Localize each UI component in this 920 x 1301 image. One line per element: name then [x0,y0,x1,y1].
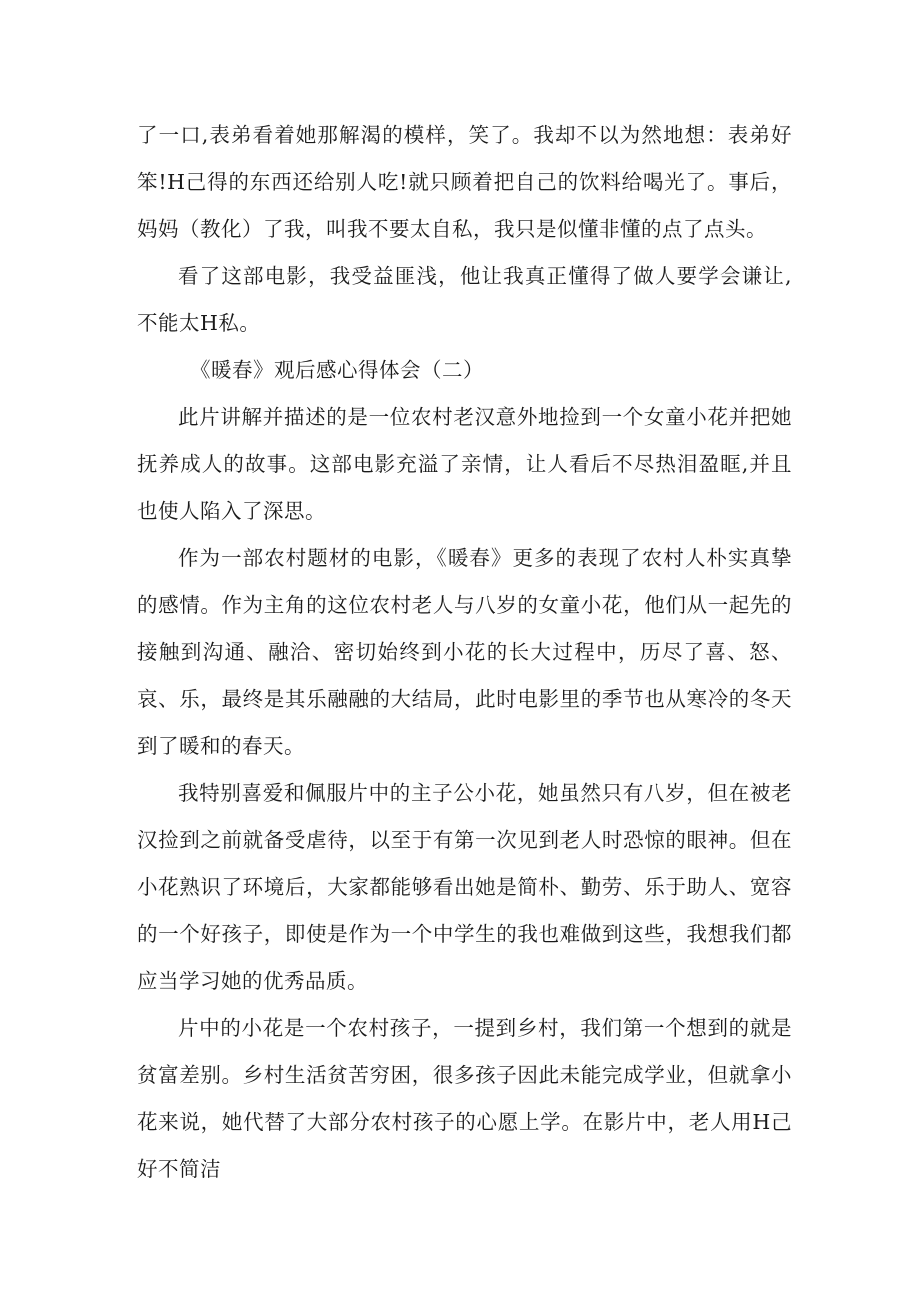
paragraph-synopsis: 此片讲解并描述的是一位农村老汉意外地捡到一个女童小花并把她抚养成人的故事。这部电影充溢了亲情，让人看后不尽热泪盈眶,并且也使人陷入了深思。 [137,405,792,523]
paragraph-conclusion: 看了这部电影，我受益匪浅，他让我真正懂得了做人要学会谦让,不能太H私。 [137,264,792,335]
section-subtitle: 《暖春》观后感心得体会（二） [190,358,484,382]
paragraph-rural-theme: 作为一部农村题材的电影，《暖春》更多的表现了农村人朴实真挚的感情。作为主角的这位农村老人与八岁的女童小花，他们从一起先的接触到沟通、融洽、密切始终到小花的长大过程中，历尽了喜、怒、哀、乐，最终是其乐融融的大结局，此时电影里的季节也从寒冷的冬天到了暖和的春天。 [137,546,792,758]
paragraph-continuation: 了一口,表弟看着她那解渴的模样，笑了。我却不以为然地想：表弟好笨!H己得的东西还给别人吃!就只顾着把自己的饮料给喝光了。事后，妈妈（教化）了我，叫我不要太自私，我只是似懂非懂的点了点头。 [137,123,792,241]
paragraph-village-life: 片中的小花是一个农村孩子，一提到乡村，我们第一个想到的就是贫富差别。乡村生活贫苦穷困，很多孩子因此未能完成学业，但就拿小花来说，她代替了大部分农村孩子的心愿上学。在影片中，老人用H己好不简洁 [137,1016,792,1181]
paragraph-protagonist: 我特别喜爱和佩服片中的主子公小花，她虽然只有八岁，但在被老汉捡到之前就备受虐待，以至于有第一次见到老人时恐惊的眼神。但在小花熟识了环境后，大家都能够看出她是简朴、勤劳、乐于助人、宽容的一个好孩子，即使是作为一个中学生的我也难做到这些，我想我们都应当学习她的优秀品质。 [137,781,792,993]
document-body [137,112,792,1193]
